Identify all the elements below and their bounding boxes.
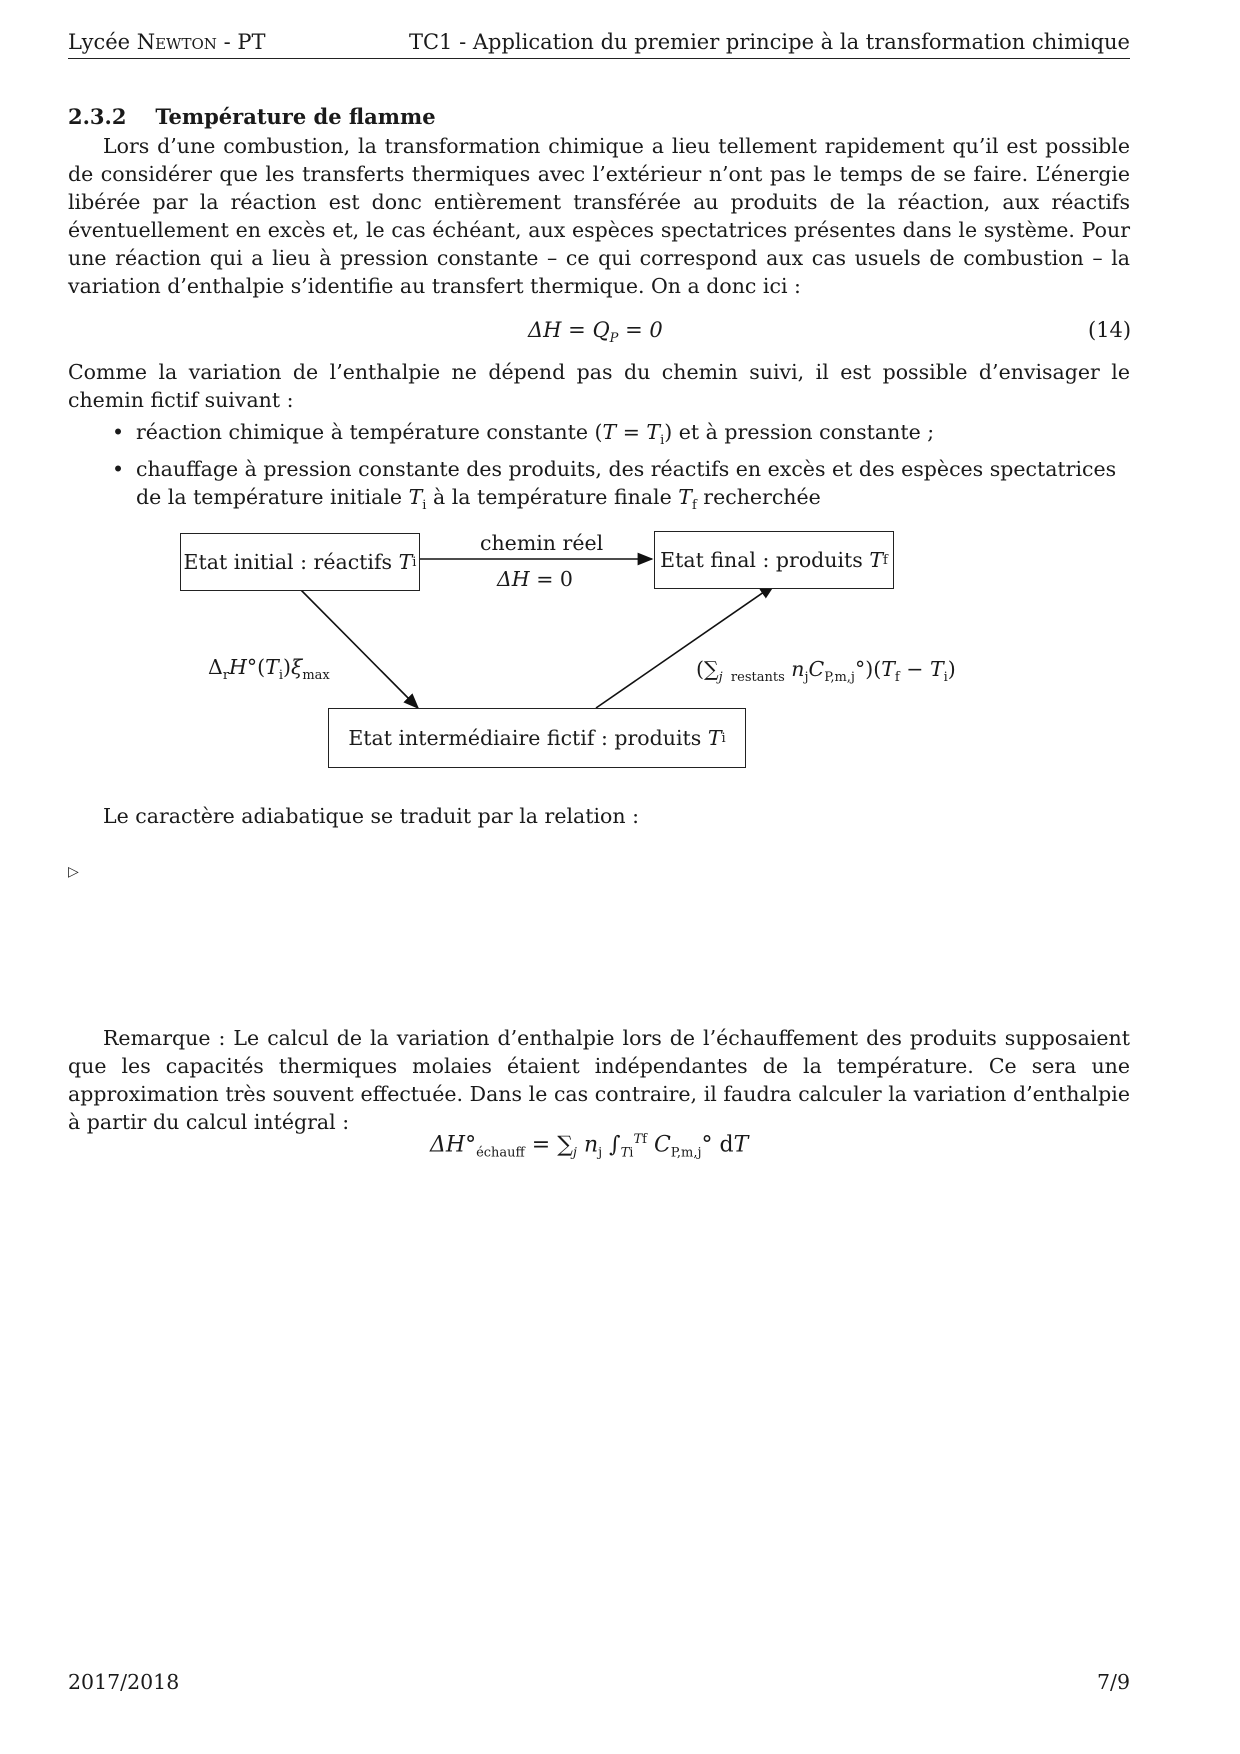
list-item: • chauffage à pression constante des produits, des réactifs en excès et des espèces spectatrices de la température initiale $T_i$ à la température finale $T_f$ recherchée (100, 455, 1130, 520)
school-year: 2017/2018 (68, 1670, 180, 1694)
adiabatic-paragraph: Le caractère adiabatique se traduit par la relation : (103, 804, 640, 828)
page-footer (68, 1670, 1130, 1694)
page-header (68, 24, 1130, 59)
school-label: Lycée Newton - PT (68, 30, 266, 54)
triangle-marker-icon: ▷ (68, 864, 79, 880)
reaction-enthalpy-label: $\Delta_rH^\circ(T_i)\xi_{max}$ (208, 655, 330, 684)
path-steps-list (100, 418, 1130, 520)
page-number: 7/9 (1097, 1670, 1130, 1694)
integral-equation: $\Delta H^\circ_{échauff} = \sum_j$ $n_j$ $\int_{Ti}^{Tf}$ $C_{P,m,j}^\circ$ dT (430, 1132, 749, 1161)
remark-paragraph: Remarque : Le calcul de la variation d’enthalpie lors de l’échauffement des produits supposaient que les capacités thermiques molaies étaient indépendantes de la température. Ce sera une approximation très souvent effectuée. Dans le cas contraire, il faudra calculer la variation d’enthalpie à partir du calcul intégral : (68, 1026, 1130, 1134)
section-heading (68, 104, 436, 129)
list-item: • réaction chimique à température constante $(T = T_i)$ et à pression constante ; (100, 418, 1130, 455)
intro-paragraph: Lors d’une combustion, la transformation chimique a lieu tellement rapidement qu’il est possible de considérer que les transferts thermiques avec l’extérieur n’ont pas le temps de se faire. L’énergie libérée par la réaction est donc entièrement transférée au produits de la réaction, aux réactifs éventuellement en excès et, le cas échéant, aux espèces spectatrices présentes dans le système. Pour une réaction qui a lieu à pression constante – ce qui correspond aux cas usuels de combustion – la variation d’enthalpie s’identifie au transfert thermique. On a donc ici : (68, 134, 1130, 298)
path-paragraph: Comme la variation de l’enthalpie ne dépend pas du chemin suivi, il est possible d’envisager le chemin fictif suivant : (68, 360, 1130, 412)
chapter-title: TC1 - Application du premier principe à la transformation chimique (408, 30, 1130, 54)
final-state-box: Etat final : produits T f (654, 531, 894, 589)
initial-state-box: Etat initial : réactifs T i (180, 533, 420, 591)
section-title: Température de flamme (155, 104, 436, 129)
real-path-label: chemin réel (480, 531, 604, 555)
real-path-dh: ΔH = 0 (497, 567, 573, 591)
heating-enthalpy-label: ($\sum_{j restants}$ $n_jC_{P,m,j}^\circ)(T_f - T_i)$ (696, 657, 956, 686)
reaction-arrow (298, 587, 418, 708)
section-number: 2.3.2 (68, 104, 127, 129)
equation-14-number: (14) (1088, 318, 1132, 342)
equation-14-body: $\Delta H = Q_P = 0$ (528, 318, 663, 347)
thermo-cycle-diagram (0, 525, 1240, 775)
heating-arrow (596, 585, 774, 708)
intermediate-state-box: Etat intermédiaire fictif : produits T i (328, 708, 746, 768)
